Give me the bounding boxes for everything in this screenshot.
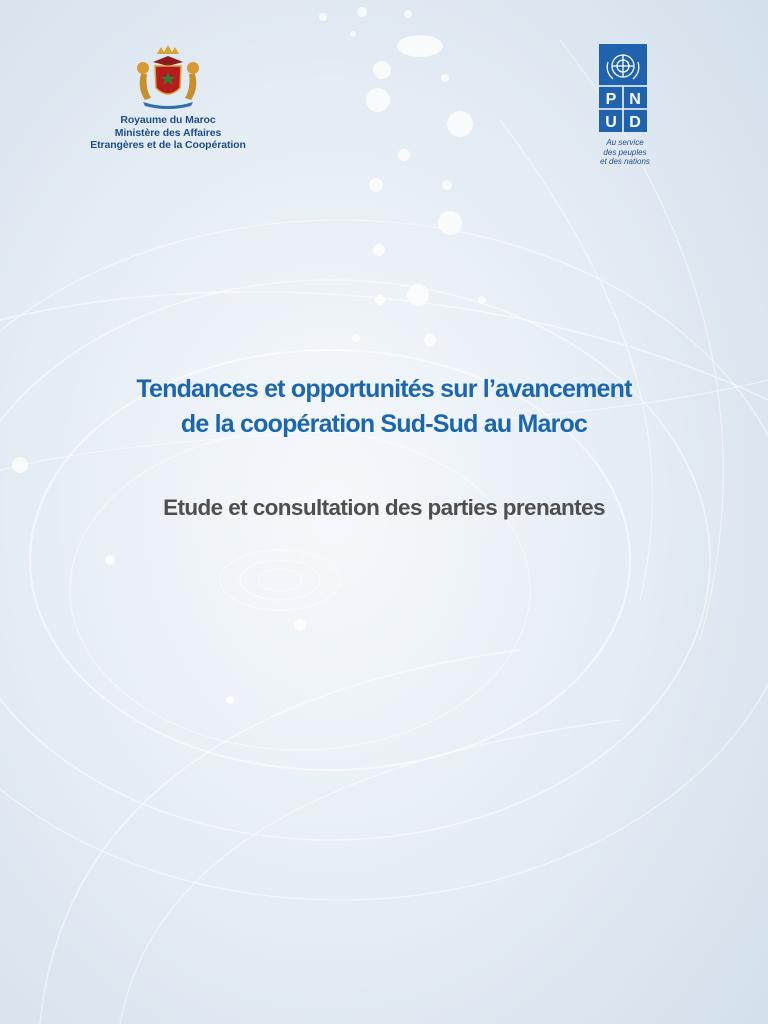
document-subtitle: Etude et consultation des parties prenantes xyxy=(163,494,605,520)
morocco-coat-of-arms-icon xyxy=(133,44,203,110)
undp-letter: N xyxy=(629,91,641,108)
document-title-line: Tendances et opportunités sur l’avancement xyxy=(136,374,632,403)
moroccan-ministry-block xyxy=(78,44,258,152)
undp-tagline-line: des peuples xyxy=(603,147,647,157)
document-title-line: de la coopération Sud-Sud au Maroc xyxy=(180,409,588,438)
undp-tagline xyxy=(597,138,653,167)
undp-letter: D xyxy=(629,114,641,131)
ministry-name-line: Royaume du Maroc xyxy=(120,114,216,126)
ministry-name-line: Ministère des Affaires xyxy=(114,126,222,139)
document-title xyxy=(40,372,728,442)
undp-logo-icon xyxy=(599,44,647,132)
ministry-name xyxy=(78,114,258,152)
undp-letter: P xyxy=(605,91,617,108)
undp-tagline-line: et des nations xyxy=(600,157,650,166)
undp-block xyxy=(597,44,657,167)
undp-letter: U xyxy=(605,114,617,131)
undp-tagline-line: Au service xyxy=(606,138,644,147)
ministry-name-line: Etrangères et de la Coopération xyxy=(90,139,246,151)
